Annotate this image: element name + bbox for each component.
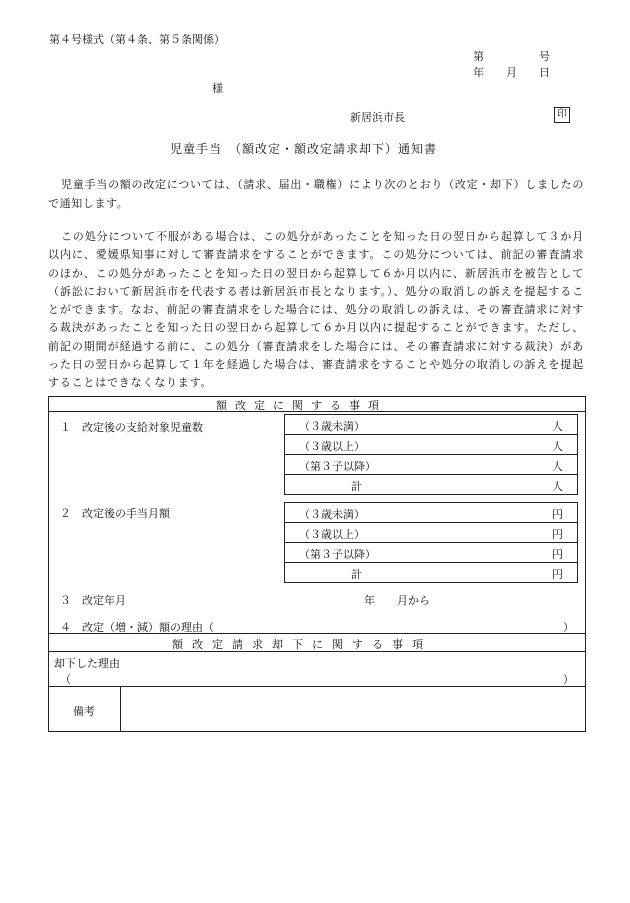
row-label: 計 xyxy=(351,568,362,581)
row-unit: 円 xyxy=(552,508,563,521)
row-label: （３歳未満） xyxy=(299,508,365,521)
revision-reason-close: ） xyxy=(563,621,574,634)
rejection-reason-close: ） xyxy=(563,673,574,686)
monthly-amount-row xyxy=(285,523,577,543)
row-label: （３歳以上） xyxy=(299,528,365,541)
rejection-reason-label: 却下した理由 xyxy=(54,657,120,670)
issuer-name: 新居浜市長 xyxy=(350,111,405,124)
document-number: 第 号 xyxy=(473,50,550,63)
child-count-box xyxy=(284,414,578,495)
form-id: 第４号様式（第４条、第５条関係） xyxy=(49,33,225,46)
row-label: 計 xyxy=(351,480,362,493)
row-unit: 円 xyxy=(552,568,563,581)
monthly-amount-row xyxy=(285,503,577,523)
row-unit: 円 xyxy=(552,548,563,561)
row-unit: 円 xyxy=(552,528,563,541)
monthly-amount-label: ２ 改定後の手当月額 xyxy=(60,507,170,520)
row-unit: 人 xyxy=(552,440,563,453)
recipient-suffix: 様 xyxy=(212,82,223,95)
divider xyxy=(48,651,586,652)
issue-date: 年 月 日 xyxy=(473,66,550,79)
divider xyxy=(48,686,586,687)
child-count-row xyxy=(285,435,577,455)
monthly-amount-row xyxy=(285,543,577,563)
revision-month-label: ３ 改定年月 xyxy=(60,594,126,607)
row-label: （第３子以降） xyxy=(299,460,376,473)
divider xyxy=(48,411,586,412)
section1-header: 額改定に関する事項 xyxy=(216,399,387,412)
child-count-total-row xyxy=(285,475,577,494)
remarks-label: 備考 xyxy=(73,705,95,718)
child-count-row xyxy=(285,455,577,475)
monthly-amount-total-row xyxy=(285,563,577,582)
row-label: （第３子以降） xyxy=(299,548,376,561)
child-count-label: １ 改定後の支給対象児童数 xyxy=(60,421,203,434)
divider xyxy=(120,686,121,732)
intro-paragraph: 児童手当の額の改定については、（請求、届出・職権）により次のとおり（改定・却下）しましたので通知します。 xyxy=(48,178,584,210)
appeal-paragraph: この処分について不服がある場合は、この処分があったことを知った日の翌日から起算して３か月以内に、愛媛県知事に対して審査請求をすることができます。この処分については、前記の審査請求のほか、この処分があったことを知った日の翌日から起算して６か月以内に、新居浜市を被告として（訴訟において新居浜市を代表する者は新居浜市長となります。）、処分の取消しの訴えを提起することができます。なお、前記の審査請求をした場合には、処分の取消しの訴えは、その審査請求に対する裁決があったことを知った日の翌日から起算して６か月以内に提起することができます。ただし、前記の期間が経過する前に、この処分（審査請求をした場合には、その審査請求に対する裁決）があった日の翌日から起算して１年を経過した場合は、審査請求をすることや処分の取消しの訴えを提起することはできなくなります。 xyxy=(48,230,584,390)
row-unit: 人 xyxy=(552,420,563,433)
row-label: （３歳以上） xyxy=(299,440,365,453)
revision-reason-label: ４ 改定（増・減）額の理由（ xyxy=(60,621,214,634)
divider xyxy=(48,633,586,634)
document-title: 児童手当 （額改定・額改定請求却下）通知書 xyxy=(170,142,438,156)
row-unit: 人 xyxy=(552,480,563,493)
seal-mark: 印 xyxy=(554,107,570,123)
rejection-reason-open: （ xyxy=(60,673,71,686)
row-unit: 人 xyxy=(552,460,563,473)
child-count-row xyxy=(285,415,577,435)
row-label: （３歳未満） xyxy=(299,420,365,433)
monthly-amount-box xyxy=(284,502,578,583)
revision-month-value: 年 月から xyxy=(364,594,430,607)
section2-header: 額改定請求却下に関する事項 xyxy=(172,638,432,651)
